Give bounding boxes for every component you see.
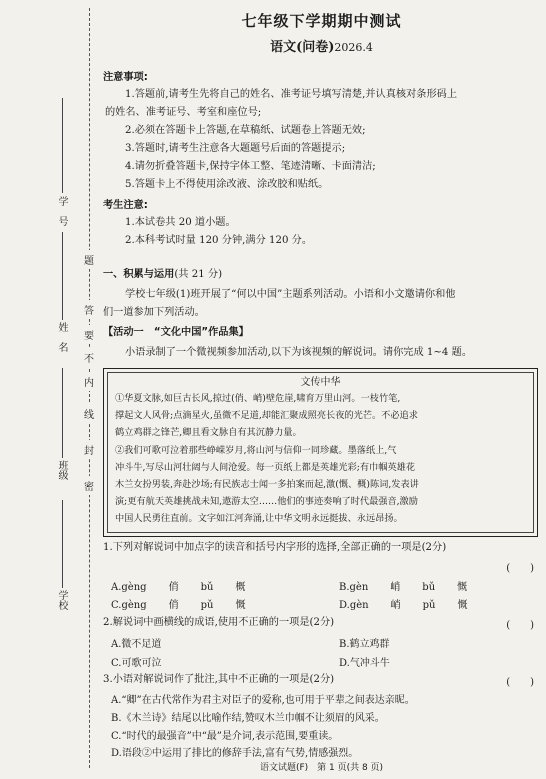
passage-line: 木兰女扮男装,奔赴沙场;有民族志士闻一多拍案而起,激(慨、概)陈词,发表讲 <box>115 479 419 490</box>
student-id-label: 学 号 <box>56 196 67 226</box>
passage-line: ②我们可歌可泣着那些峥嵘岁月,将山河与信仰一同珍藏。墨落纸上,气 <box>115 445 397 456</box>
section-title: 一、积累与运用 <box>103 269 175 280</box>
candidate-item: 1.本试卷共 20 道小题。 <box>125 217 236 228</box>
seal-char: 答 <box>82 300 96 319</box>
exam-title: 七年级下学期期中测试 <box>241 12 402 30</box>
name-blank[interactable] <box>62 232 63 320</box>
q2-option-d[interactable]: D.气冲斗牛 <box>339 658 390 669</box>
q1-option-b[interactable]: B.gèn 峭 bǔ 慨 <box>339 582 468 593</box>
passage-line: 撑起文人风骨;点滴星火,虽微不足道,却能汇聚成照亮长夜的光芒。不必追求 <box>115 410 418 421</box>
class-label: 班级 <box>56 460 67 480</box>
question-2-stem: 2.解说词中画横线的成语,使用不正确的一项是(2分) <box>103 617 335 628</box>
notice-item: 的姓名、准考证号、考室和座位号; <box>105 107 262 118</box>
section-score: (共 21 分) <box>174 269 223 280</box>
section-intro: 们一道参加下列活动。 <box>103 307 205 318</box>
exam-date: 2026.4 <box>334 41 373 54</box>
school-label: 学校 <box>56 590 67 610</box>
q3-option-b[interactable]: B.《木兰诗》结尾以比喻作结,赞叹木兰巾帼不让须眉的风采。 <box>111 713 385 724</box>
class-blank[interactable] <box>62 368 63 458</box>
student-id-blank[interactable] <box>62 98 63 193</box>
seal-char: 内 <box>82 372 96 391</box>
notice-item: 1.答题前,请考生先将自己的姓名、准考证号填写清楚,并认真核对条形码上 <box>125 89 458 100</box>
seal-char: 不 <box>82 348 96 367</box>
q3-option-a[interactable]: A.“卿”在古代常作为君主对臣子的爱称,也可用于平辈之间表达亲昵。 <box>111 695 415 706</box>
passage-line: 鹤立鸡群之锋芒,卿且看文脉自有其沉静力量。 <box>115 427 302 438</box>
q3-option-d[interactable]: D.语段②中运用了排比的修辞手法,富有气势,情感强烈。 <box>111 748 359 759</box>
passage-line: 冲斗牛,写尽山河壮阔与人间沧爱。每一页纸上都是英雄光彩;有巾帼英雄花 <box>115 462 416 473</box>
question-2-answer-paren[interactable]: ( ) <box>506 620 534 631</box>
subject-label: 语文(问卷) <box>270 40 335 55</box>
candidate-heading: 考生注意: <box>103 200 148 211</box>
q2-option-a[interactable]: A.微不足道 <box>111 639 162 650</box>
q2-option-b[interactable]: B.鹤立鸡群 <box>339 639 390 650</box>
q2-option-c[interactable]: C.可歌可泣 <box>111 658 162 669</box>
notice-item: 2.必须在答题卡上答题,在草稿纸、试题卷上答题无效; <box>125 125 366 136</box>
page-footer: 语文试题(F) 第 1 页(共 8 页) <box>259 763 384 773</box>
notice-item: 5.答题卡上不得使用涂改液、涂改胶和贴纸。 <box>125 179 329 190</box>
q1-option-c[interactable]: C.gèng 俏 pǔ 慨 <box>111 600 246 611</box>
binding-margin <box>0 0 96 779</box>
section-intro: 学校七年级(1)班开展了“何以中国”主题系列活动。小语和小文邀请你和他 <box>125 289 456 300</box>
question-3-answer-paren[interactable]: ( ) <box>506 677 534 688</box>
notice-item: 4.请勿折叠答题卡,保持字体工整、笔迹清晰、卡面清洁; <box>125 161 376 172</box>
question-1-stem: 1.下列对解说词中加点字的读音和括号内字形的选择,全部正确的一项是(2分) <box>103 542 447 553</box>
q1-option-d[interactable]: D.gèn 峭 pǔ 慨 <box>339 600 468 611</box>
q3-option-c[interactable]: C.“时代的最强音”中“最”是介词,表示范围,要重读。 <box>111 731 339 742</box>
exam-subtitle <box>103 36 540 55</box>
seal-char: 线 <box>82 404 96 423</box>
seal-char: 密 <box>82 476 96 495</box>
notice-heading: 注意事项: <box>103 72 148 83</box>
school-blank[interactable] <box>62 500 63 588</box>
activity-heading: 【活动一 “文化中国”作品集】 <box>103 327 249 338</box>
passage-box <box>103 368 538 537</box>
seal-char: 要 <box>82 325 96 344</box>
section-heading <box>103 268 222 282</box>
passage-title: 文传中华 <box>300 377 341 388</box>
passage-line: 演;更有航天英雄挑战未知,遨游太空……他们的事迹奏响了时代最强音,激励 <box>115 496 418 507</box>
question-1-answer-paren[interactable]: ( ) <box>506 563 534 574</box>
notice-item: 3.答题时,请考生注意各大题题号后面的答题提示; <box>125 143 346 154</box>
passage-line: ①华夏文脉,如巨古长风,掠过(俏、峭)壁危崖,啸育万里山河。一枝竹笔, <box>115 393 401 404</box>
activity-intro: 小语录制了一个微视频参加活动,以下为该视频的解说词。请你完成 1~4 题。 <box>125 347 473 358</box>
question-3-stem: 3.小语对解说词作了批注,其中不正确的一项是(2分) <box>103 674 335 685</box>
seal-char: 封 <box>82 440 96 459</box>
name-label: 姓 名 <box>56 322 67 352</box>
q1-option-a[interactable]: A.gèng 俏 bǔ 概 <box>111 582 246 593</box>
seal-char: 题 <box>82 250 96 269</box>
candidate-item: 2.本科考试时量 120 分钟,满分 120 分。 <box>125 235 313 246</box>
passage-line: 中国人民勇往直前。文字如江河奔涌,让中华文明永远挺拔、永远昂扬。 <box>115 513 403 524</box>
